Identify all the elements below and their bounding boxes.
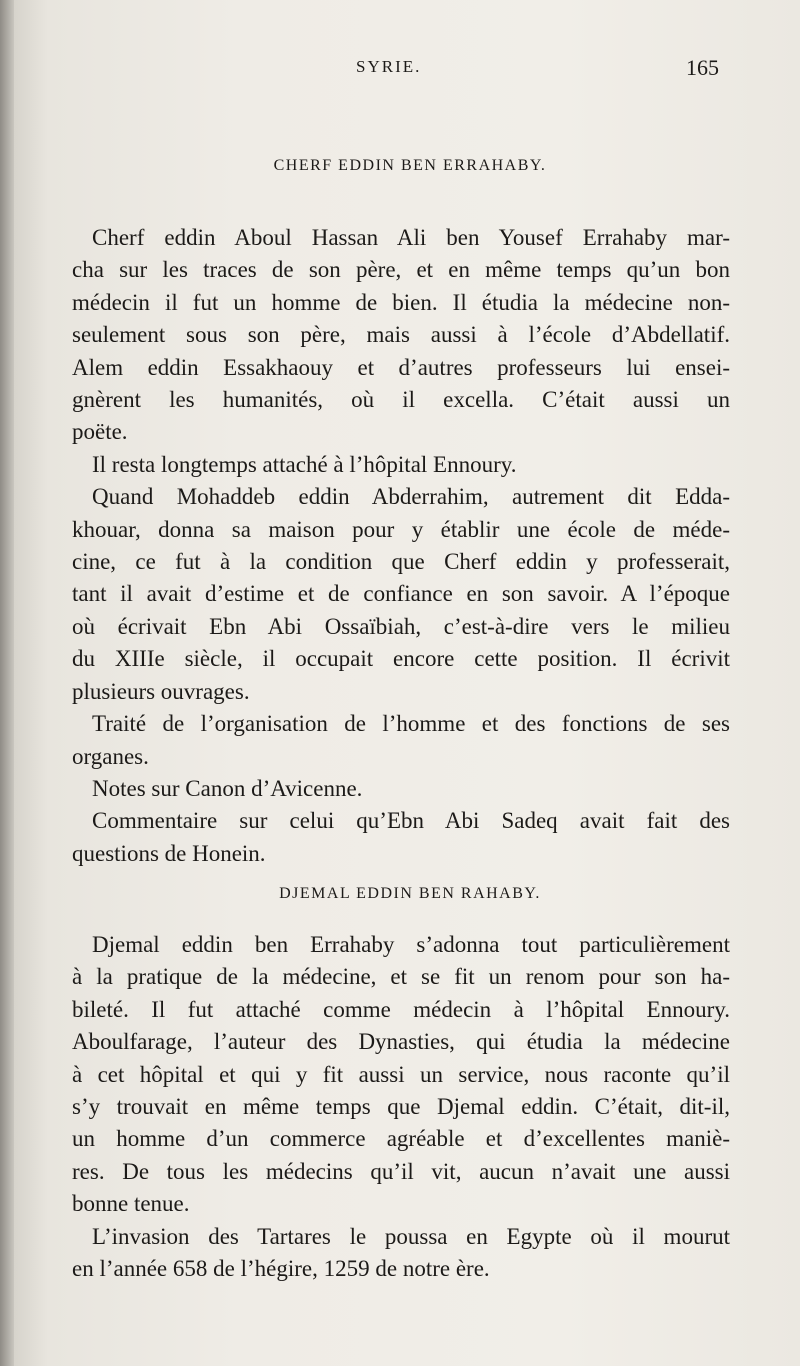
section-body-djemal-eddin: [72, 929, 730, 1285]
text-line: à la pratique de la médecine, et se fit un renom pour son ha-: [72, 964, 730, 990]
text-line: bonne tenue.: [72, 1191, 190, 1217]
text-line: Il resta longtemps attaché à l’hôpital Ennoury.: [92, 451, 517, 477]
text-line: Djemal eddin ben Errahaby s’adonna tout particulièrement: [92, 932, 730, 957]
text-line: khouar, donna sa maison pour y établir une école de méde-: [72, 516, 730, 542]
text-line: cine, ce fut à la condition que Cherf eddin y professerait,: [72, 549, 730, 575]
text-line: L’invasion des Tartares le poussa en Egypte où il mourut: [92, 1223, 730, 1249]
text-line: cha sur les traces de son père, et en même temps qu’un bon: [72, 257, 730, 283]
text-line: questions de Honein.: [72, 840, 266, 866]
section-body-cherf-eddin: [72, 222, 730, 870]
text-line: Aboulfarage, l’auteur des Dynasties, qui étudia la médecine: [72, 1029, 730, 1055]
running-head-title: SYRIE.: [356, 57, 422, 76]
text-line: organes.: [72, 743, 149, 769]
running-head: [0, 55, 800, 85]
text-line: Commentaire sur celui qu’Ebn Abi Sadeq avait fait des: [92, 808, 730, 834]
text-line: Alem eddin Essakhaouy et d’autres professeurs lui ensei-: [72, 354, 730, 380]
text-line: à cet hôpital et qui y fit aussi un service, nous raconte qu’il: [72, 1061, 730, 1087]
text-line: Cherf eddin Aboul Hassan Ali ben Yousef Errahaby mar-: [92, 225, 730, 250]
text-line: bileté. Il fut attaché comme médecin à l’hôpital Ennoury.: [72, 996, 730, 1022]
text-line: s’y trouvait en même temps que Djemal eddin. C’était, dit-il,: [72, 1094, 730, 1120]
text-line: Notes sur Canon d’Avicenne.: [92, 775, 363, 801]
page-number: 165: [686, 55, 719, 80]
text-line: médecin il fut un homme de bien. Il étudia la médecine non-: [72, 289, 730, 315]
section-title-djemal-eddin: DJEMAL EDDIN BEN RAHABY.: [279, 885, 541, 902]
page-gutter-shadow: [0, 0, 14, 1366]
text-line: en l’année 658 de l’hégire, 1259 de notre ère.: [72, 1256, 490, 1282]
text-line: gnèrent les humanités, où il excella. C’était aussi un: [72, 387, 730, 413]
text-line: poëte.: [72, 419, 128, 445]
text-line: seulement sous son père, mais aussi à l’école d’Abdellatif.: [72, 322, 730, 348]
text-line: Traité de l’organisation de l’homme et des fonctions de ses: [92, 711, 730, 737]
text-line: plusieurs ouvrages.: [72, 678, 250, 704]
text-line: où écrivait Ebn Abi Ossaïbiah, c’est-à-dire vers le milieu: [72, 613, 730, 639]
text-line: res. De tous les médecins qu’il vit, aucun n’avait une aussi: [72, 1158, 730, 1184]
text-line: tant il avait d’estime et de confiance en son savoir. A l’époque: [72, 581, 730, 607]
text-line: du XIIIe siècle, il occupait encore cette position. Il écrivit: [72, 646, 730, 672]
text-line: un homme d’un commerce agréable et d’excellentes maniè-: [72, 1126, 730, 1152]
section-title-cherf-eddin: CHERF EDDIN BEN ERRAHABY.: [273, 157, 547, 174]
text-line: Quand Mohaddeb eddin Abderrahim, autrement dit Edda-: [92, 484, 730, 510]
